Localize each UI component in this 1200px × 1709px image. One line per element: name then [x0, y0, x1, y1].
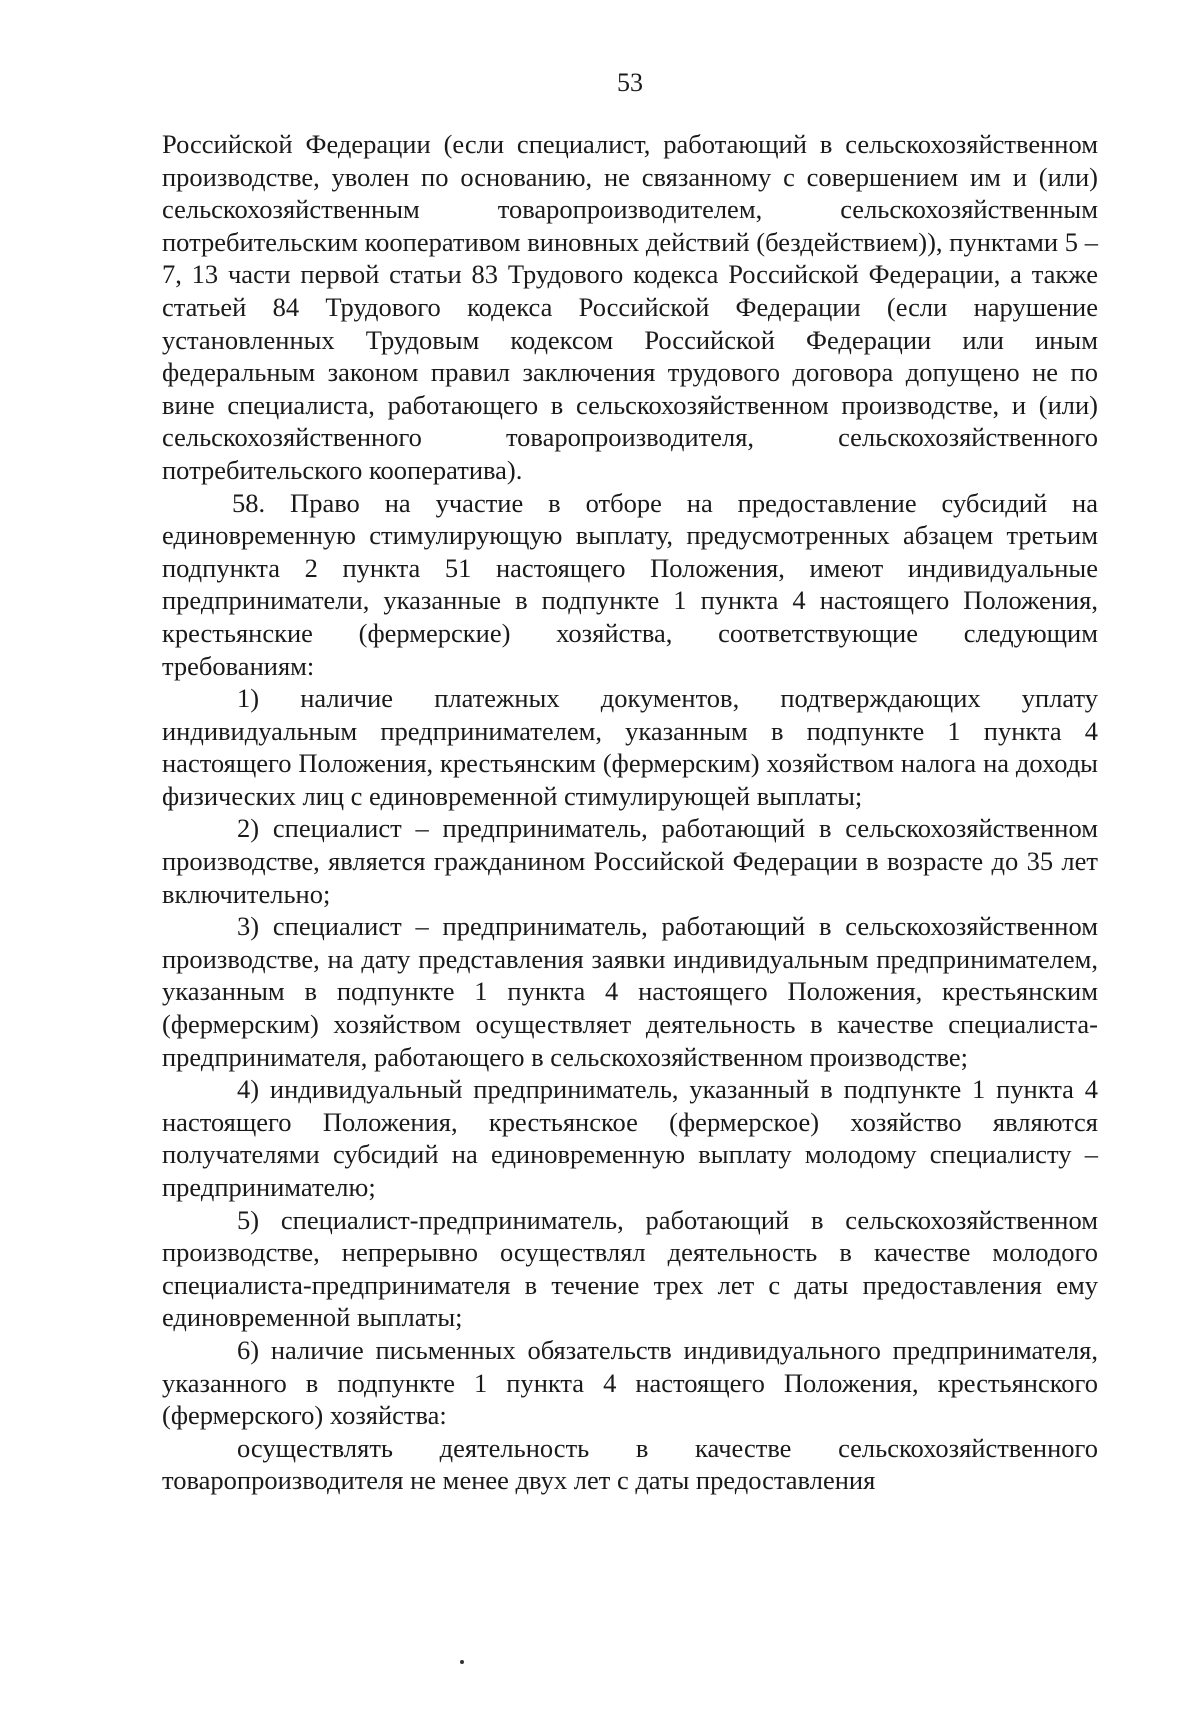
paragraph-continuation: Российской Федерации (если специалист, работающий в сельскохозяйственном производстве, уволен по основанию, не связанному с совершением им и (или) сельскохозяйственным товаропроизводителем, сельскохозяйственным потребительским кооперативом виновных действий (бездействием)), пунктами 5 – 7, 13 части первой статьи 83 Трудового кодекса Российской Федерации, а также статьей 84 Трудового кодекса Российской Федерации (если нарушение установленных Трудовым кодексом Российской Федерации или иным федеральным законом правил заключения трудового договора допущено не по вине специалиста, работающего в сельскохозяйственном производстве, и (или) сельскохозяйственного товаропроизводителя, сельскохозяйственного потребительского кооператива). — [162, 129, 1098, 485]
paragraph-subitem-4: 4) индивидуальный предприниматель, указанный в подпункте 1 пункта 4 настоящего Положения, крестьянское (фермерское) хозяйство являются получателями субсидий на единовременную выплату молодому специалисту – предпринимателю; — [162, 1074, 1098, 1202]
paragraph-obligation: осуществлять деятельность в качестве сельскохозяйственного товаропроизводителя не менее двух лет с даты предоставления — [162, 1432, 1098, 1496]
paragraph-subitem-6: 6) наличие письменных обязательств индивидуального предпринимателя, указанного в подпункте 1 пункта 4 настоящего Положения, крестьянского (фермерского) хозяйства: — [162, 1334, 1098, 1431]
paragraph-subitem-2: 2) специалист – предприниматель, работающий в сельскохозяйственном производстве, является гражданином Российской Федерации в возрасте до 35 лет включительно; — [162, 813, 1098, 909]
body-text — [162, 128, 1098, 1497]
paragraph-subitem-5: 5) специалист-предприниматель, работающий в сельскохозяйственном производстве, непрерывно осуществлял деятельность в качестве молодого специалиста-предпринимателя в течение трех лет с даты предоставления ему единовременной выплаты; — [162, 1204, 1098, 1333]
paragraph-item-58: 58. Право на участие в отборе на предоставление субсидий на единовременную стимулирующую выплату, предусмотренных абзацем третьим подпункта 2 пункта 51 настоящего Положения, имеют индивидуальные предприниматели, указанные в подпункте 1 пункта 4 настоящего Положения, крестьянские (фермерские) хозяйства, соответствующие следующим требованиям: — [162, 487, 1098, 681]
paragraph-subitem-1: 1) наличие платежных документов, подтверждающих уплату индивидуальным предпринимателем, указанным в подпункте 1 пункта 4 настоящего Положения, крестьянским (фермерским) хозяйством налога на доходы физических лиц с единовременной стимулирующей выплаты; — [162, 683, 1098, 811]
page-number: 53 — [617, 68, 643, 97]
paragraph-subitem-3: 3) специалист – предприниматель, работающий в сельскохозяйственном производстве, на дату представления заявки индивидуальным предпринимателем, указанным в подпункте 1 пункта 4 настоящего Положения, крестьянским (фермерским) хозяйством осуществляет деятельность в качестве специалиста-предпринимателя, работающего в сельскохозяйственном производстве; — [162, 911, 1098, 1072]
scan-speck — [460, 1660, 464, 1664]
